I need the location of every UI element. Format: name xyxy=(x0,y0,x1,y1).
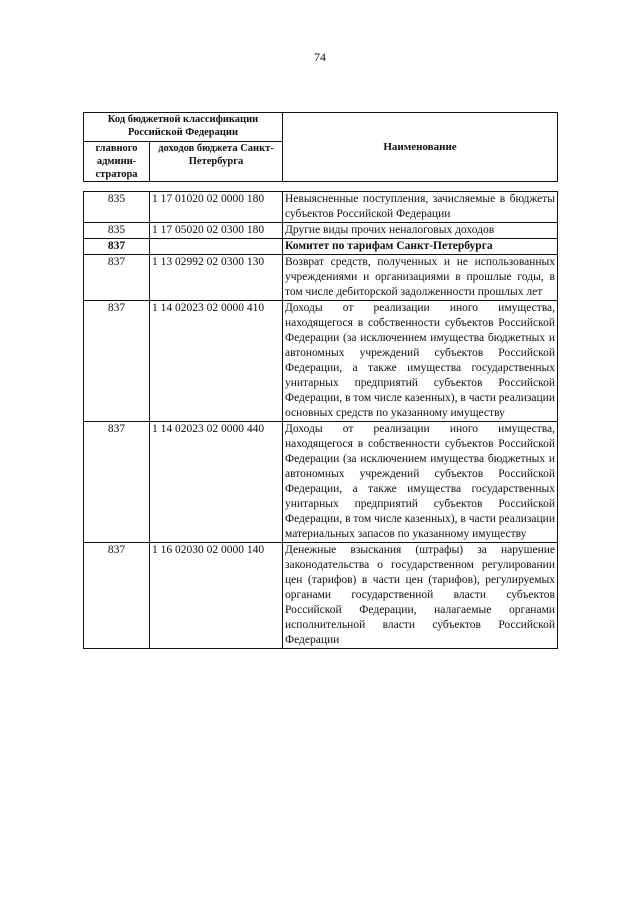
admin-code-cell: 835 xyxy=(84,223,150,239)
name-cell: Другие виды прочих неналоговых доходов xyxy=(283,223,558,239)
name-cell: Комитет по тарифам Санкт-Петербурга xyxy=(283,239,558,255)
admin-code-cell: 837 xyxy=(84,422,150,543)
income-code-cell: 1 17 05020 02 0300 180 xyxy=(150,223,283,239)
table-row xyxy=(84,301,558,422)
header-income-column: доходов бюджета Санкт-Петербурга xyxy=(150,142,283,182)
admin-code-cell: 837 xyxy=(84,301,150,422)
admin-code-cell: 837 xyxy=(84,239,150,255)
header-name-column: Наименование xyxy=(283,113,558,182)
income-code-cell: 1 16 02030 02 0000 140 xyxy=(150,543,283,649)
name-cell: Невыясненные поступления, зачисляемые в бюджеты субъектов Российской Федерации xyxy=(283,192,558,223)
name-cell: Доходы от реализации иного имущества, находящегося в собственности субъектов Российской Федерации (за исключением имущества бюджетных и автономных учреждений субъектов Российской Федерации, а также имущества государственных унитарных предприятий субъектов Российской Федерации, в том числе казенных), в части реализации материальных запасов по указанному имуществу xyxy=(283,422,558,543)
name-cell: Возврат средств, полученных и не использованных учреждениями и организациями в прошлые годы, в том числе дебиторской задолженности прошлых лет xyxy=(283,255,558,301)
table-row xyxy=(84,255,558,301)
page-number: 74 xyxy=(314,50,326,64)
admin-code-cell: 837 xyxy=(84,255,150,301)
income-code-cell: 1 14 02023 02 0000 440 xyxy=(150,422,283,543)
name-cell: Денежные взыскания (штрафы) за нарушение законодательства о государственном регулировании цен (тарифов) в части цен (тарифов), регулируемых органами государственной власти субъектов Российской Федерации, налагаемые органами исполнительной власти субъектов Российской Федерации xyxy=(283,543,558,649)
header-admin-column: главного админи-стратора xyxy=(84,142,150,182)
table-row xyxy=(84,422,558,543)
table-row xyxy=(84,239,558,255)
codes-table xyxy=(83,191,558,649)
table-row xyxy=(84,192,558,223)
name-cell: Доходы от реализации иного имущества, находящегося в собственности субъектов Российской Федерации (за исключением имущества бюджетных и автономных учреждений субъектов Российской Федерации, а также имущества государственных унитарных предприятий субъектов Российской Федерации, в том числе казенных), в части реализации основных средств по указанному имуществу xyxy=(283,301,558,422)
header-table xyxy=(83,112,558,182)
table-row xyxy=(84,223,558,239)
income-code-cell: 1 14 02023 02 0000 410 xyxy=(150,301,283,422)
income-code-cell: 1 17 01020 02 0000 180 xyxy=(150,192,283,223)
header-group-label: Код бюджетной классификации Российской Федерации xyxy=(84,113,283,142)
income-code-cell xyxy=(150,239,283,255)
table-row xyxy=(84,543,558,649)
admin-code-cell: 835 xyxy=(84,192,150,223)
income-code-cell: 1 13 02992 02 0300 130 xyxy=(150,255,283,301)
admin-code-cell: 837 xyxy=(84,543,150,649)
